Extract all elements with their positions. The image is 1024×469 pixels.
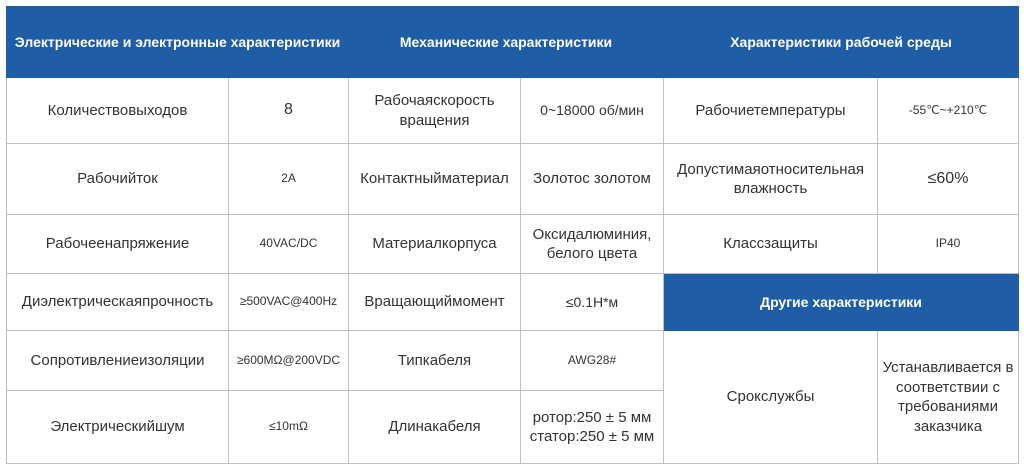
environment-value: IP40	[878, 215, 1019, 274]
table-row	[7, 331, 1019, 391]
environment-value: -55℃~+210℃	[878, 78, 1019, 144]
table-row	[7, 215, 1019, 274]
mechanical-value: Золотос золотом	[521, 144, 664, 215]
mechanical-value: ротор:250 ± 5 мм статор:250 ± 5 мм	[521, 391, 664, 464]
table-row	[7, 78, 1019, 144]
electrical-label: Рабочеенапряжение	[7, 215, 229, 274]
mechanical-label: Рабочаяскорость вращения	[349, 78, 521, 144]
mechanical-label: Контактныйматериал	[349, 144, 521, 215]
electrical-label: Количествовыходов	[7, 78, 229, 144]
table-row	[7, 274, 1019, 331]
environment-header: Характеристики рабочей среды	[664, 7, 1019, 78]
mechanical-header: Механические характеристики	[349, 7, 664, 78]
mechanical-label: Длинакабеля	[349, 391, 521, 464]
table-row	[7, 144, 1019, 215]
environment-value: ≤60%	[878, 144, 1019, 215]
environment-label: Классзащиты	[664, 215, 878, 274]
mechanical-value: ≤0.1Н*м	[521, 274, 664, 331]
mechanical-value: 0~18000 об/мин	[521, 78, 664, 144]
electrical-value: ≥500VAC@400Hz	[229, 274, 349, 331]
mechanical-value: AWG28#	[521, 331, 664, 391]
electrical-value: ≥600MΩ@200VDC	[229, 331, 349, 391]
mechanical-label: Типкабеля	[349, 331, 521, 391]
environment-label: Рабочиетемпературы	[664, 78, 878, 144]
mechanical-label: Вращающиймомент	[349, 274, 521, 331]
electrical-label: Диэлектрическаяпрочность	[7, 274, 229, 331]
electrical-value: 40VAC/DC	[229, 215, 349, 274]
specifications-table	[6, 6, 1019, 464]
electrical-label: Электрическийшум	[7, 391, 229, 464]
electrical-label: Рабочийток	[7, 144, 229, 215]
mechanical-label: Материалкорпуса	[349, 215, 521, 274]
other-header: Другие характеристики	[664, 274, 1019, 331]
electrical-value: ≤10mΩ	[229, 391, 349, 464]
other-value: Устанавливается в соответствии с требованиями заказчика	[878, 331, 1019, 464]
electrical-label: Сопротивлениеизоляции	[7, 331, 229, 391]
other-label: Срокслужбы	[664, 331, 878, 464]
mechanical-value: Оксидалюминия, белого цвета	[521, 215, 664, 274]
environment-label: Допустимаяотносительная влажность	[664, 144, 878, 215]
electrical-header: Электрические и электронные характеристики	[7, 7, 349, 78]
electrical-value: 2A	[229, 144, 349, 215]
header-row	[7, 7, 1019, 78]
electrical-value: 8	[229, 78, 349, 144]
